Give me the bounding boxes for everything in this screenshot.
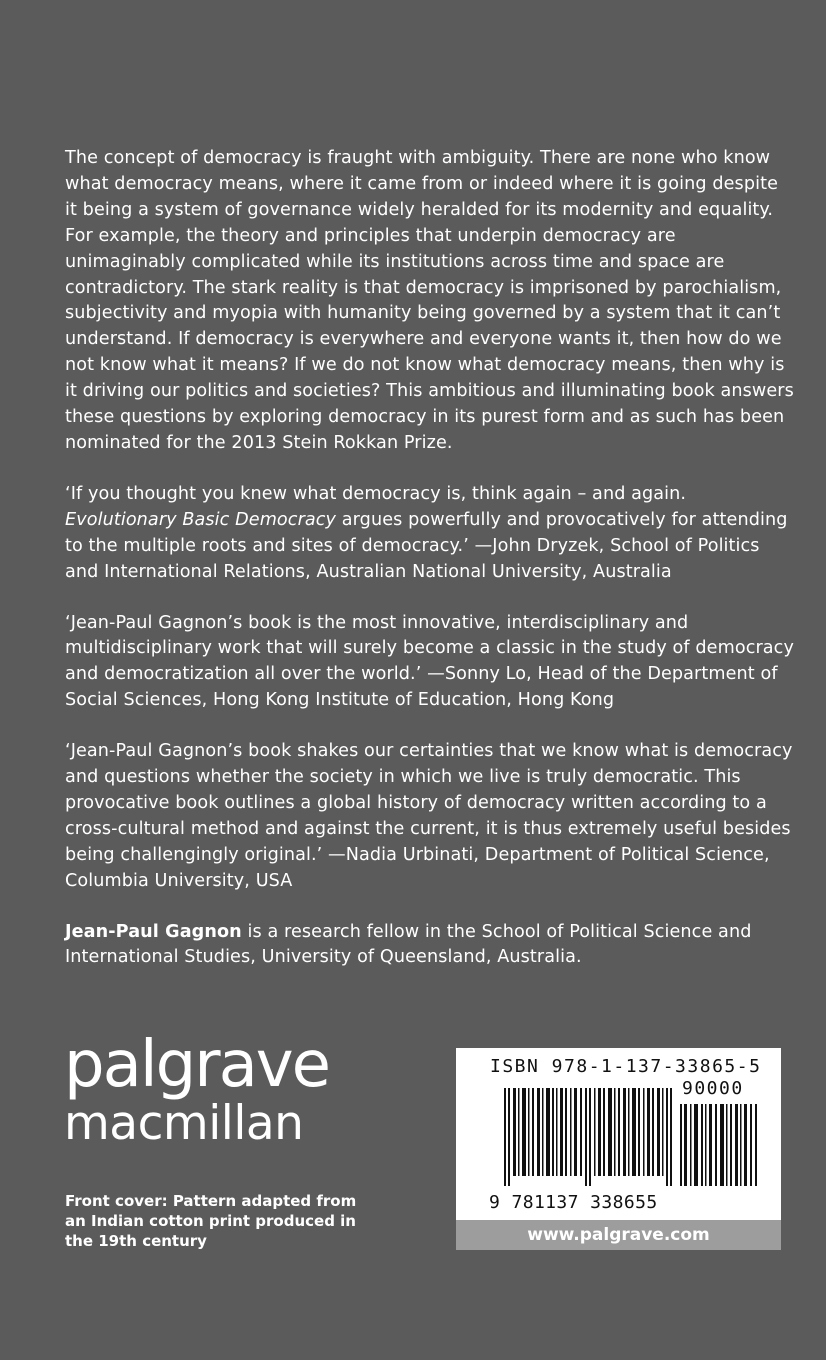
logo-macmillan: macmillan — [64, 1096, 304, 1151]
quote-rest: argues powerfully and provocatively for attending to the multiple roots and sites of democracy.’ —John Dryzek, School of Politics and International Relations, Australian National University, Australia — [65, 509, 788, 582]
back-cover-blurb — [65, 146, 795, 996]
cover-credit: Front cover: Pattern adapted from an Indian cotton print produced in the 19th century — [65, 1192, 357, 1250]
addon-number: 90000 — [682, 1078, 744, 1099]
website-link[interactable]: www.palgrave.com — [456, 1220, 781, 1250]
description-paragraph: The concept of democracy is fraught with ambiguity. There are none who know what democracy means, where it came from or indeed where it is going despite it being a system of governance widely heralded for its modernity and equality. For example, the theory and principles that underpin democracy are unimaginably complicated while its institutions across time and space are contradictory. The stark reality is that democracy is imprisoned by parochialism, subjectivity and myopia with humanity being governed by a system that it can’t understand. If democracy is everywhere and everyone wants it, then how do we not know what it means? If we do not know what democracy means, then why is it driving our politics and societies? This ambitious and illuminating book answers these questions by exploring democracy in its purest form and as such has been nominated for the 2013 Stein Rokkan Prize. — [65, 148, 794, 453]
ean-digits: 9 781137 338655 — [489, 1192, 658, 1213]
review-quote-lo: ‘Jean-Paul Gagnon’s book is the most innovative, interdisciplinary and multidisciplinary work that will surely become a classic in the study of democracy and democratization all over the world.’ —Sonny Lo, Head of the Department of Social Sciences, Hong Kong Institute of Education, Hong Kong — [65, 612, 794, 711]
author-name: Jean-Paul Gagnon — [65, 921, 242, 942]
author-bio — [65, 920, 795, 972]
ean-barcode — [504, 1078, 674, 1186]
review-quote-dryzek — [65, 482, 795, 586]
addon-barcode — [674, 1078, 764, 1186]
book-title: Evolutionary Basic Democracy — [65, 509, 337, 530]
quote-opening: ‘If you thought you knew what democracy is, think again – and again. — [65, 483, 687, 504]
barcode-panel — [456, 1048, 781, 1220]
publisher-logo — [64, 1030, 364, 1152]
isbn-label: ISBN 978-1-137-33865-5 — [490, 1056, 762, 1077]
author-bio-text: is a research fellow in the School of Political Science and International Studies, University of Queensland, Australia. — [65, 921, 752, 968]
logo-palgrave: palgrave — [64, 1028, 330, 1102]
review-quote-urbinati: ‘Jean-Paul Gagnon’s book shakes our certainties that we know what is democracy and questions whether the society in which we live is truly democratic. This provocative book outlines a global history of democracy written according to a cross-cultural method and against the current, it is thus extremely useful besides being challengingly original.’ —Nadia Urbinati, Department of Political Science, Columbia University, USA — [65, 741, 793, 891]
